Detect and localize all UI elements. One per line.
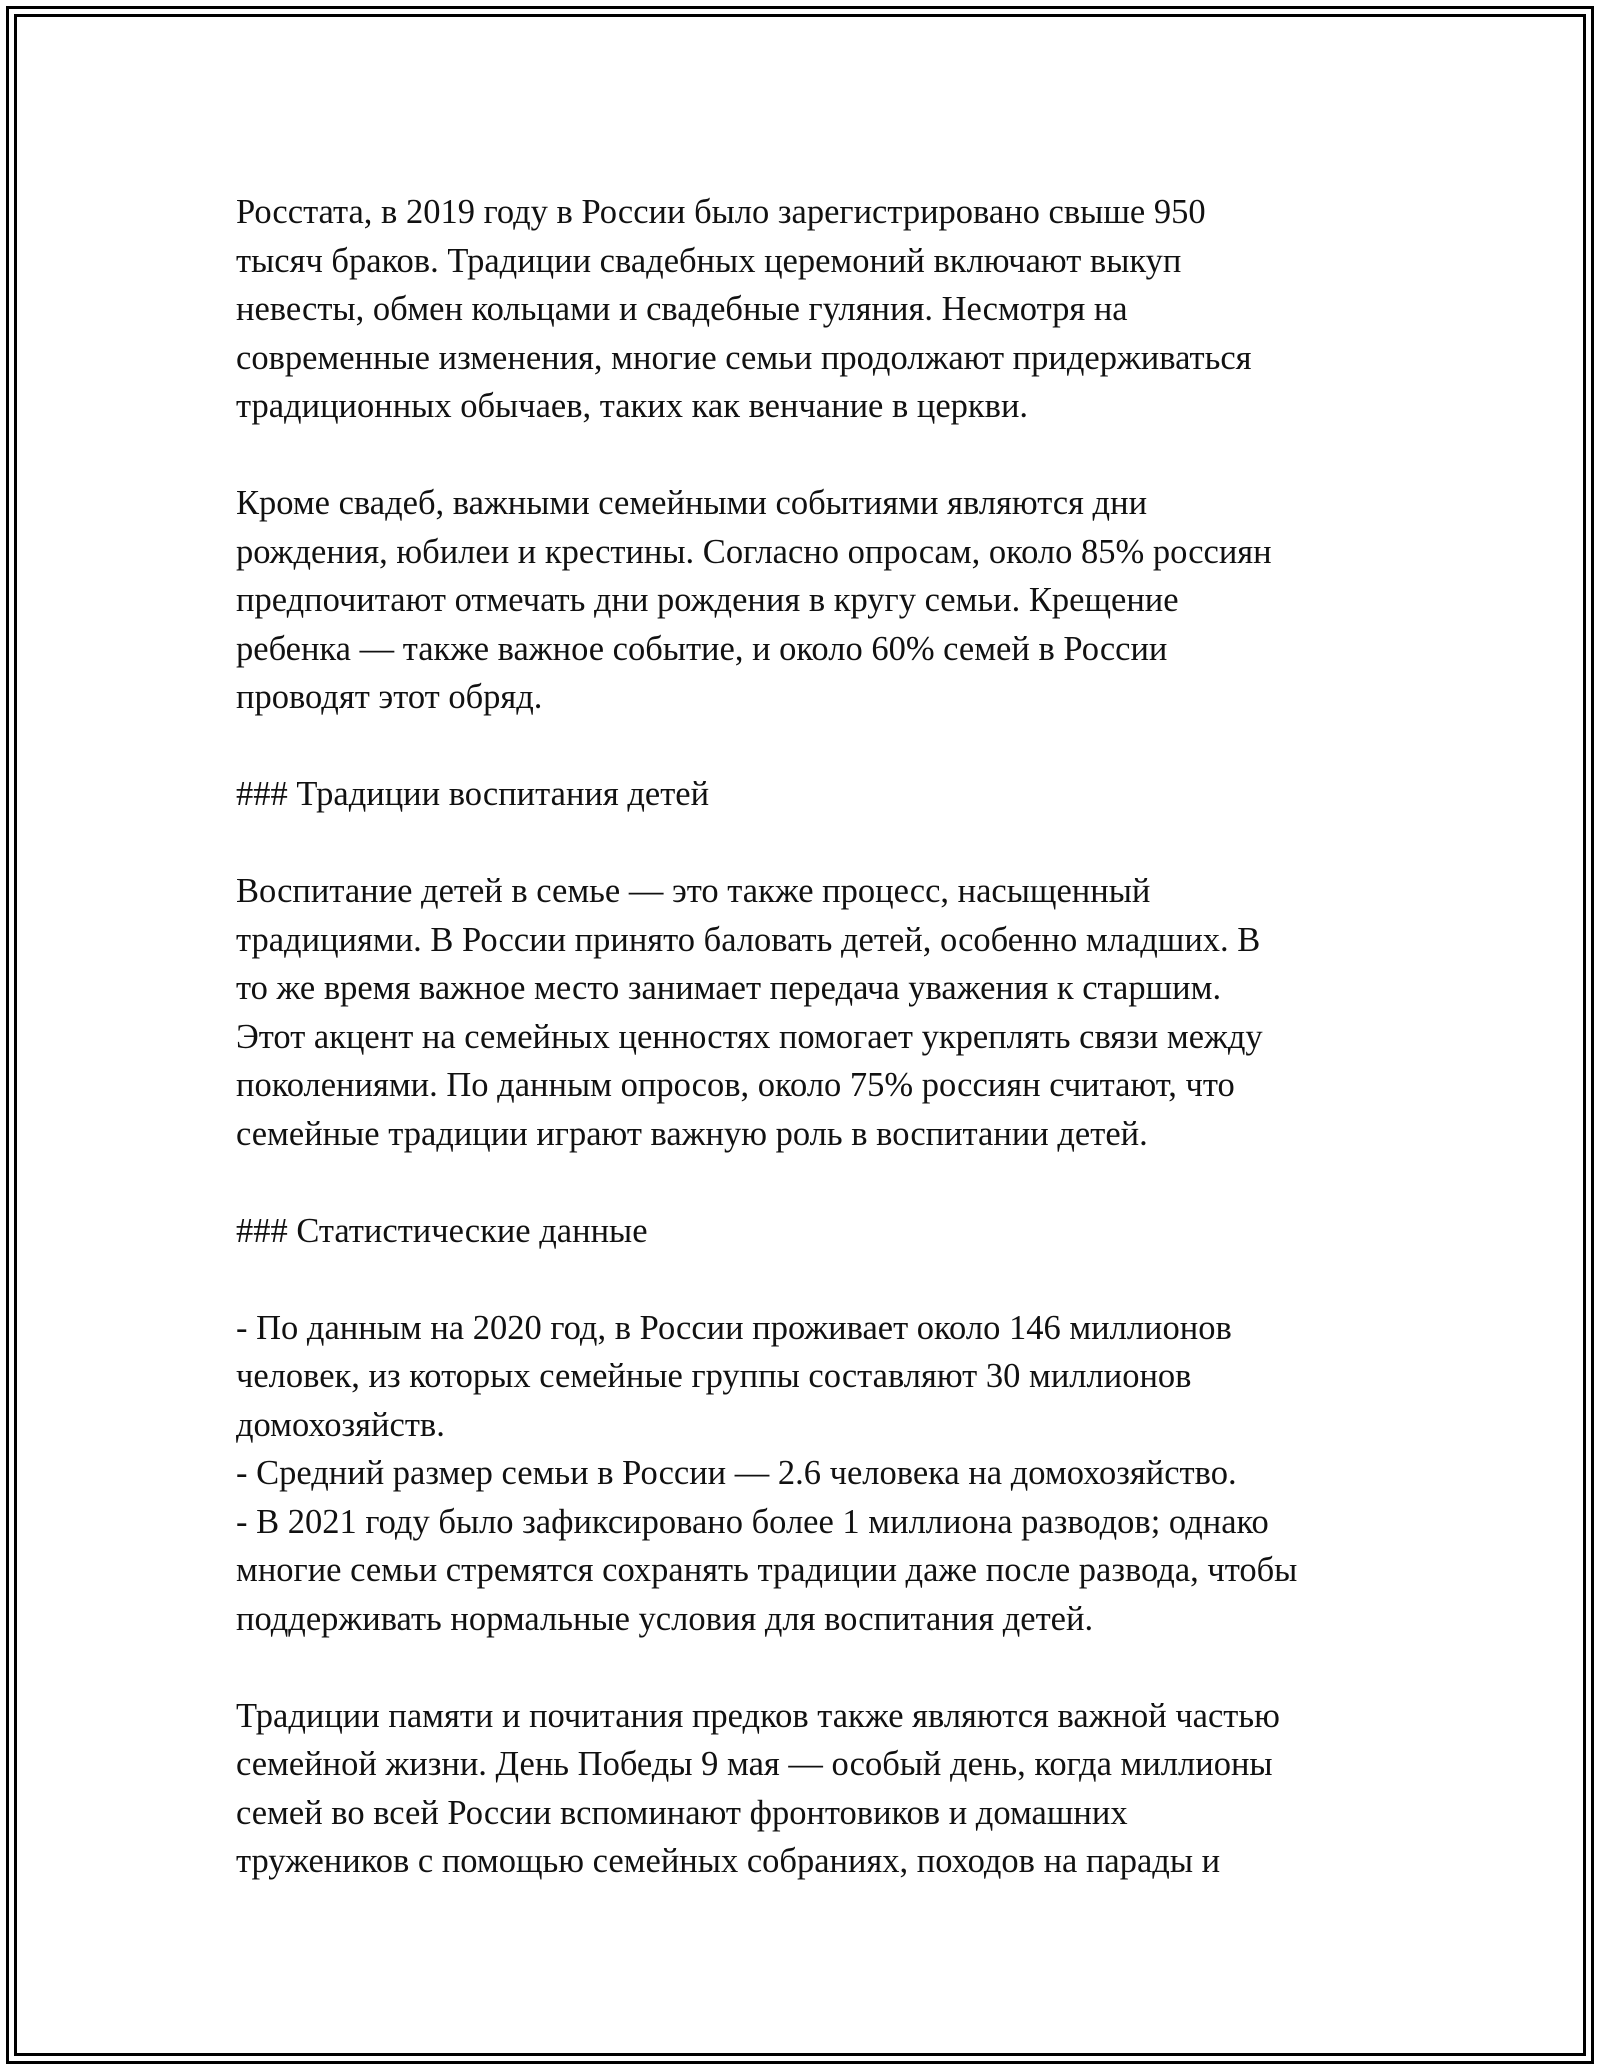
- statistics-list: [236, 1304, 1386, 1644]
- document-body: [236, 188, 1386, 1934]
- list-item-line: - В 2021 году было зафиксировано более 1 миллиона разводов; однако: [236, 1502, 1269, 1541]
- heading-child-upbringing: [236, 770, 1386, 819]
- list-item-line: домохозяйств.: [236, 1405, 445, 1444]
- text-line: тысяч браков. Традиции свадебных церемоний включают выкуп: [236, 241, 1182, 280]
- section-heading: ### Традиции воспитания детей: [236, 775, 710, 813]
- text-line: Росстата, в 2019 году в России было зарегистрировано свыше 950: [236, 193, 1206, 231]
- text-line: Этот акцент на семейных ценностях помогает укреплять связи между: [236, 1017, 1263, 1056]
- text-line: то же время важное место занимает передача уважения к старшим.: [236, 969, 1222, 1007]
- list-item-line: - По данным на 2020 год, в России проживает около 146 миллионов: [236, 1308, 1232, 1347]
- text-line: Кроме свадеб, важными семейными событиями являются дни: [236, 484, 1148, 522]
- text-line: невесты, обмен кольцами и свадебные гуляния. Несмотря на: [236, 290, 1128, 328]
- text-line: Воспитание детей в семье — это также процесс, насыщенный: [236, 872, 1151, 910]
- text-line: ребенка — также важное событие, и около 60% семей в России: [236, 629, 1168, 668]
- section-heading: ### Статистические данные: [236, 1211, 648, 1250]
- text-line: семей во всей России вспоминают фронтовиков и домашних: [236, 1793, 1128, 1832]
- paragraph-family-events: [236, 479, 1386, 722]
- heading-statistics: [236, 1207, 1386, 1256]
- list-item-line: человек, из которых семейные группы составляют 30 миллионов: [236, 1357, 1192, 1395]
- list-item-line: - Средний размер семьи в России — 2.6 человека на домохозяйство.: [236, 1454, 1237, 1492]
- list-item-line: многие семьи стремятся сохранять традиции даже после развода, чтобы: [236, 1551, 1298, 1589]
- text-line: рождения, юбилеи и крестины. Согласно опросам, около 85% россиян: [236, 532, 1272, 571]
- text-line: проводят этот обряд.: [236, 678, 543, 716]
- text-line: предпочитают отмечать дни рождения в кругу семьи. Крещение: [236, 581, 1179, 619]
- text-line: тружеников с помощью семейных собраниях, походов на парады и: [236, 1842, 1221, 1880]
- text-line: поколениями. По данным опросов, около 75% россиян считают, что: [236, 1066, 1235, 1104]
- list-item-line: поддерживать нормальные условия для воспитания детей.: [236, 1599, 1094, 1638]
- text-line: традиционных обычаев, таких как венчание в церкви.: [236, 387, 1029, 425]
- paragraph-weddings: [236, 188, 1386, 431]
- text-line: Традиции памяти и почитания предков также являются важной частью: [236, 1696, 1280, 1735]
- text-line: современные изменения, многие семьи продолжают придерживаться: [236, 338, 1252, 377]
- text-line: семейные традиции играют важную роль в воспитании детей.: [236, 1114, 1148, 1153]
- text-line: традициями. В России принято баловать детей, особенно младших. В: [236, 920, 1261, 959]
- paragraph-child-upbringing: [236, 867, 1386, 1158]
- text-line: семейной жизни. День Победы 9 мая — особый день, когда миллионы: [236, 1745, 1273, 1783]
- paragraph-ancestors-memory: [236, 1692, 1386, 1886]
